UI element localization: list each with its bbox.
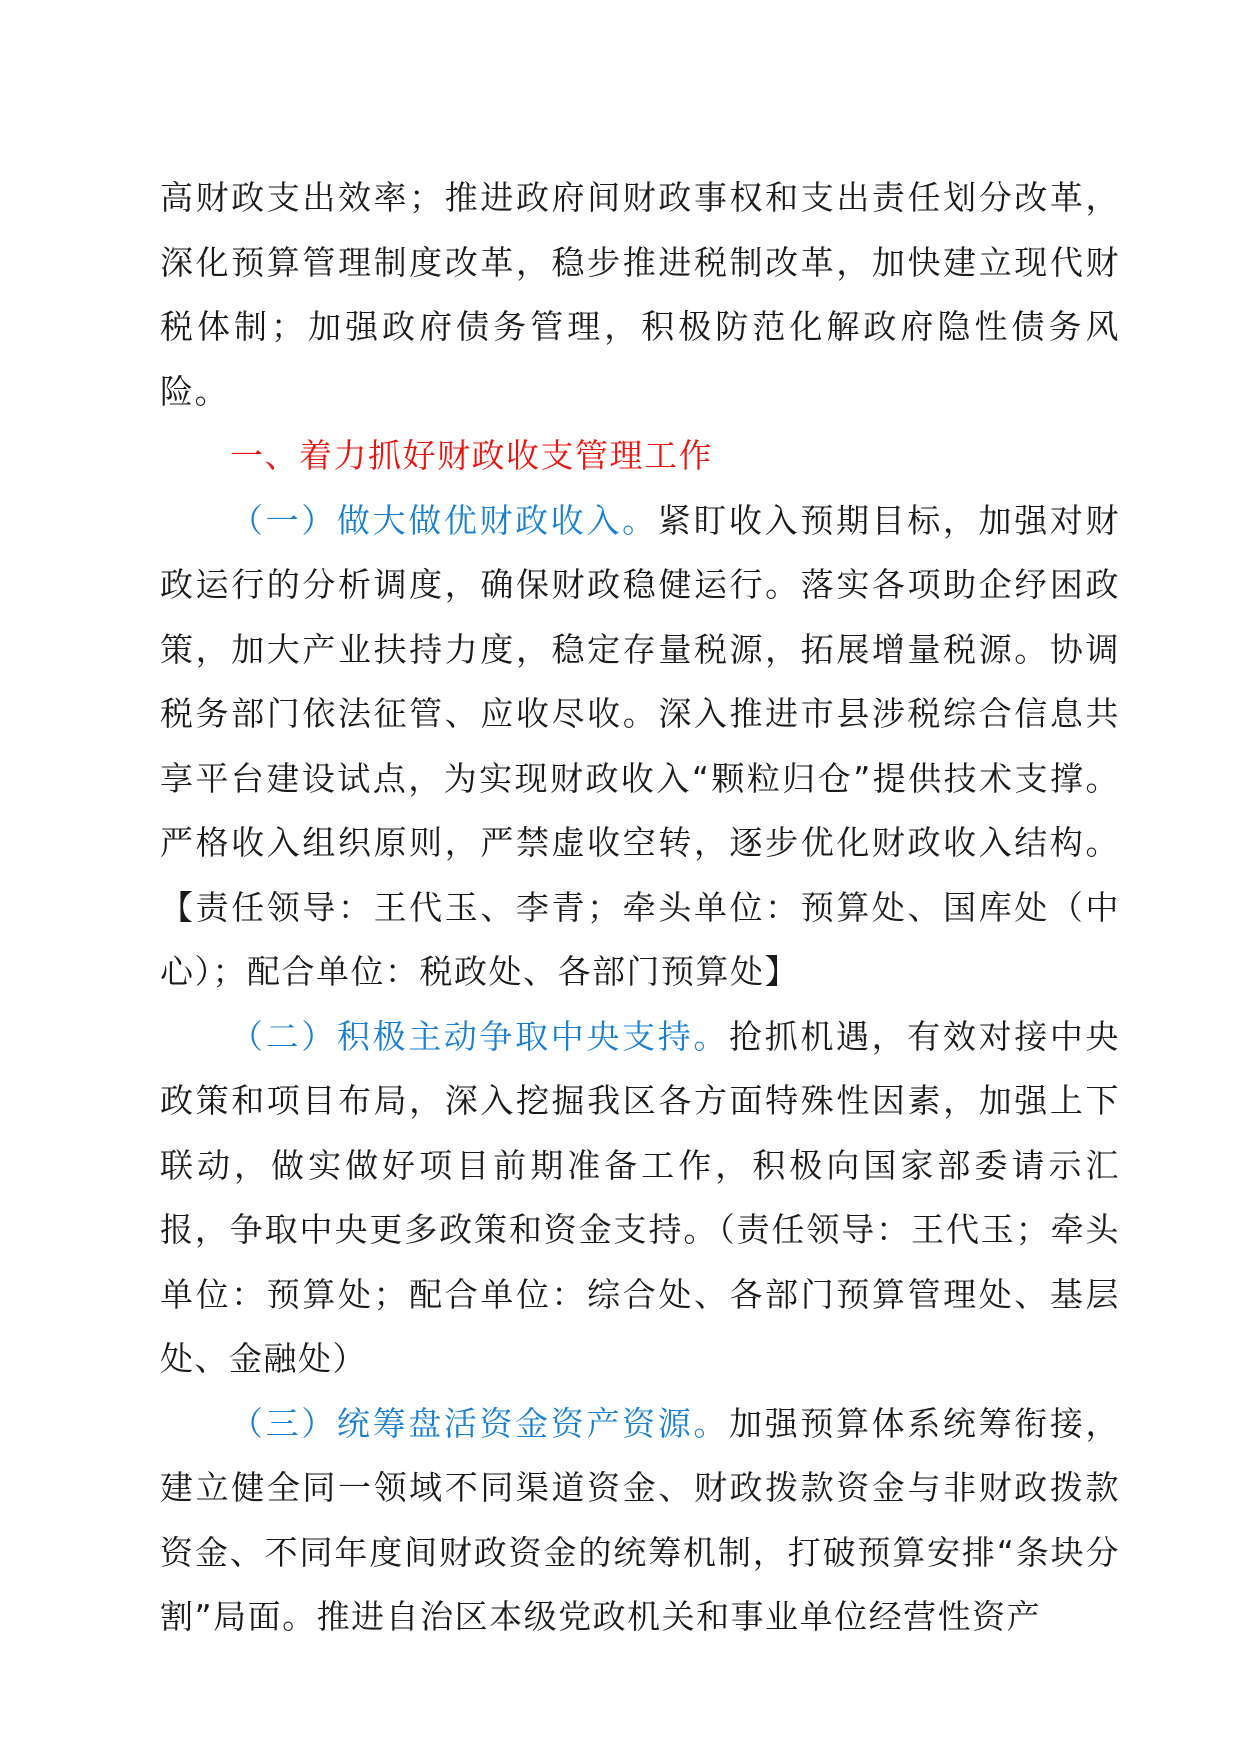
document-page xyxy=(160,166,1120,1650)
item-3-heading: （三）统筹盘活资金资产资源。 xyxy=(230,1403,730,1443)
item-3-body: 加强预算体系统筹衔接，建立健全同一领域不同渠道资金、财政拨款资金与非财政拨款资金、不同年度间财政资金的统筹机制，打破预算安排“条块分割”局面。推进自治区本级党政机关和事业单位经营性资产 xyxy=(160,1403,1121,1636)
item-2-paragraph xyxy=(160,1005,1120,1392)
item-2-body: 抢抓机遇，有效对接中央政策和项目布局，深入挖掘我区各方面特殊性因素，加强上下联动，做实做好项目前期准备工作，积极向国家部委请示汇报，争取中央更多政策和资金支持。（责任领导：王代玉；牵头单位：预算处；配合单位：综合处、各部门预算管理处、基层处、金融处） xyxy=(160,1016,1121,1378)
section-heading: 一、着力抓好财政收支管理工作 xyxy=(230,436,713,475)
item-1-paragraph xyxy=(160,489,1120,1005)
item-2-heading: （二）积极主动争取中央支持。 xyxy=(230,1016,730,1056)
item-1-heading: （一）做大做优财政收入。 xyxy=(230,500,658,540)
intro-paragraph: 高财政支出效率；推进政府间财政事权和支出责任划分改革，深化预算管理制度改革，稳步推进税制改革，加快建立现代财税体制；加强政府债务管理，积极防范化解政府隐性债务风险。 xyxy=(160,178,1120,411)
item-1-body: 紧盯收入预期目标，加强对财政运行的分析调度，确保财政稳健运行。落实各项助企纾困政策，加大产业扶持力度，稳定存量税源，拓展增量税源。协调税务部门依法征管、应收尽收。深入推进市县涉税综合信息共享平台建设试点，为实现财政收入“颗粒归仓”提供技术支撑。严格收入组织原则，严禁虚收空转，逐步优化财政收入结构。【责任领导：王代玉、李青；牵头单位：预算处、国库处（中心）；配合单位：税政处、各部门预算处】 xyxy=(160,500,1121,991)
item-3-paragraph xyxy=(160,1392,1120,1650)
